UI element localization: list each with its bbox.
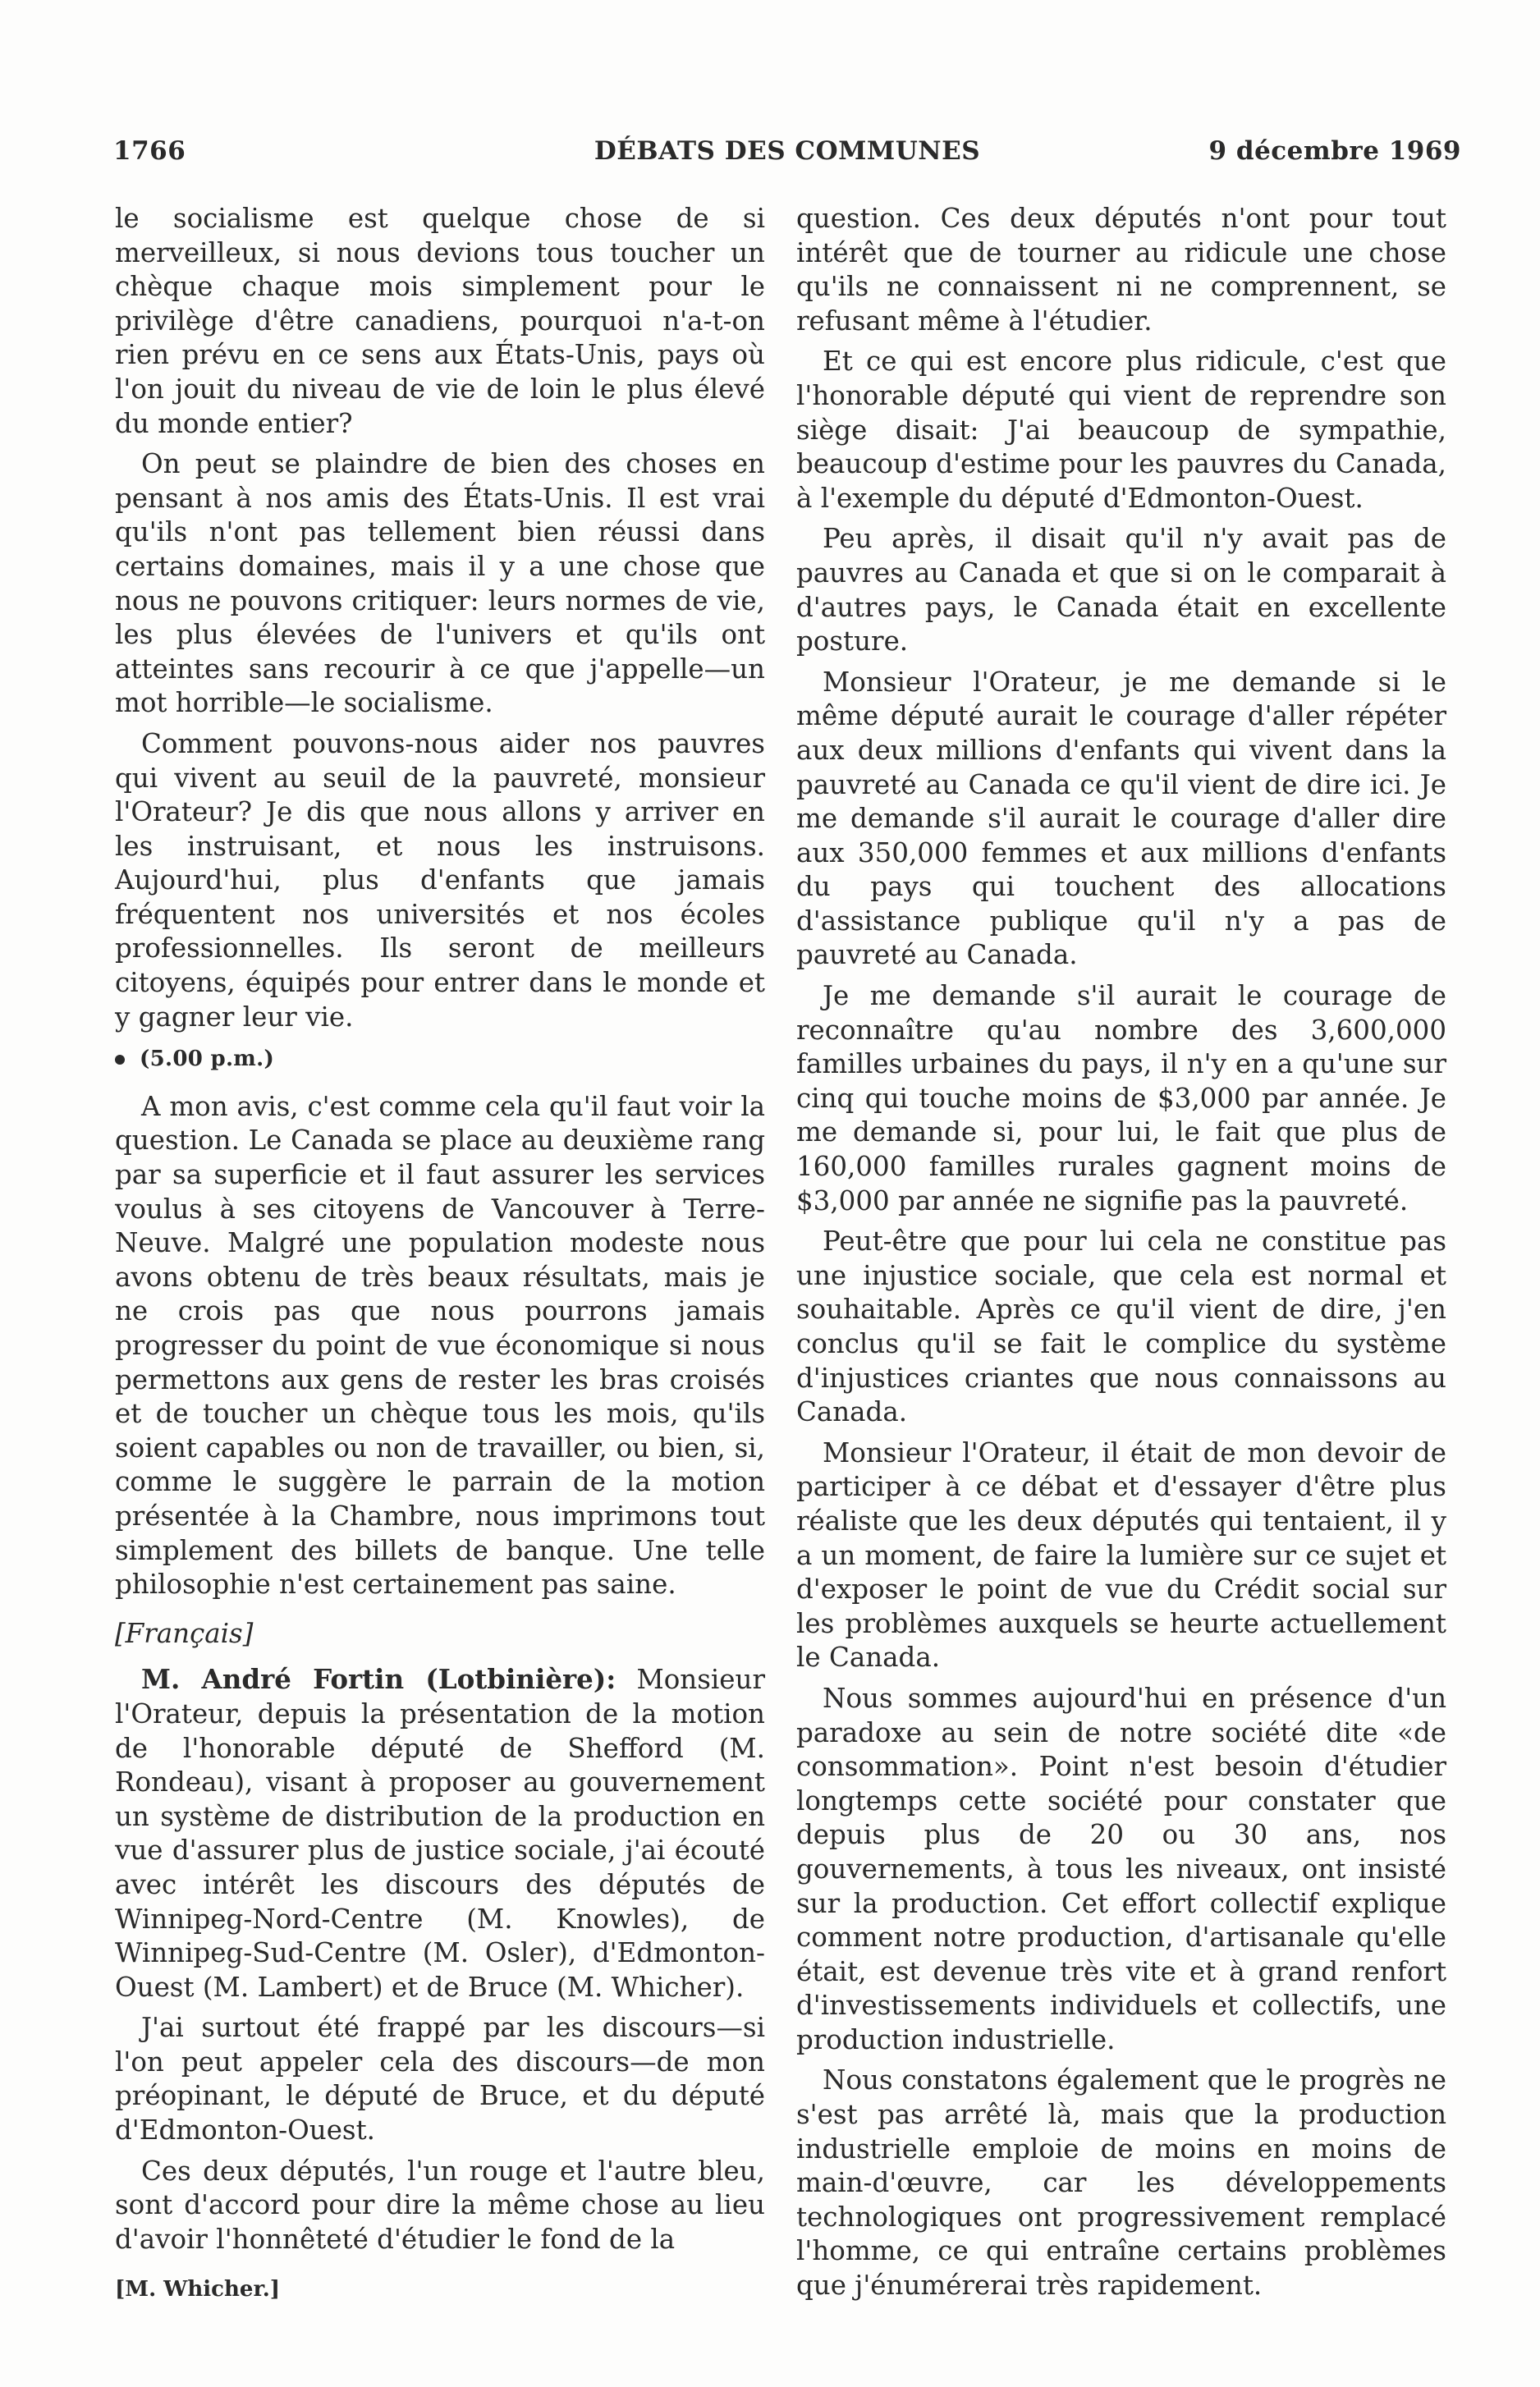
paragraph: Peut-être que pour lui cela ne constitue pas une injustice sociale, que cela est normal et souhaitable. Après ce qu'il vient de dire, j'en conclus qu'il se fait le complice du système d'injustices criantes que nous connaissons au Canada. xyxy=(796,1226,1446,1428)
paragraph: Comment pouvons-nous aider nos pauvres qui vivent au seuil de la pauvreté, monsieur l'Orateur? Je dis que nous allons y arriver en les instruisant, et nous les instruisons. Aujourd'hui, plus d'enfants que jamais fréquentent nos universités et nos écoles professionnelles. Ils seront de meilleurs citoyens, équipés pour entrer dans le monde et y gagner leur vie. xyxy=(115,727,765,1033)
paragraph: le socialisme est quelque chose de si merveilleux, si nous devions tous toucher un chèque chaque mois simplement pour le privilège d'être canadiens, pourquoi n'a-t-on rien prévu en ce sens aux États-Unis, pays où l'on jouit du niveau de vie de loin le plus élevé du monde entier? xyxy=(115,203,765,439)
page-number: 1766 xyxy=(113,136,186,166)
paragraph: Je me demande s'il aurait le courage de reconnaître qu'au nombre des 3,600,000 familles urbaines du pays, il n'y en a qu'une sur cinq qui touche moins de $3,000 par année. Je me demande si, pour lui, le fait que plus de 160,000 familles rurales gagnent moins de $3,000 par année ne signifie pas la pauvreté. xyxy=(796,980,1446,1216)
page-header xyxy=(113,136,1461,174)
publication-title: DÉBATS DES COMMUNES xyxy=(594,136,981,166)
time-marker-text: (5.00 p.m.) xyxy=(140,1047,275,1072)
paragraph: Nous sommes aujourd'hui en présence d'un paradoxe au sein de notre société dite «de consommation». Point n'est besoin d'étudier longtemps cette société pour constater que depuis plus de 20 ou 30 ans, nos gouvernements, à tous les niveaux, ont insisté sur la production. Cet effort collectif explique comment notre production, d'artisanale qu'elle était, est devenue très vite et à grand renfort d'investissements individuels et collectifs, une production industrielle. xyxy=(796,1682,1446,2055)
paragraph: On peut se plaindre de bien des choses en pensant à nos amis des États-Unis. Il est vrai qu'ils n'ont pas tellement bien réussi dans certains domaines, mais il y a une chose que nous ne pouvons critiquer: leurs normes de vie, les plus élevées de l'univers et qu'ils ont atteintes sans recourir à ce que j'appelle—un mot horrible—le socialisme. xyxy=(115,448,765,719)
paragraph: Peu après, il disait qu'il n'y avait pas de pauvres au Canada et que si on le comparait à d'autres pays, le Canada était en excellente posture. xyxy=(796,523,1446,657)
speaker-paragraph xyxy=(115,1662,765,2004)
paragraph: Monsieur l'Orateur, je me demande si le même député aurait le courage d'aller répéter aux deux millions d'enfants qui vivent dans la pauvreté au Canada ce qu'il vient de dire ici. Je me demande s'il aurait le courage d'aller dire aux 350,000 femmes et aux millions d'enfants du pays qui touchent des allocations d'assistance publique qu'il n'y a pas de pauvreté au Canada. xyxy=(796,666,1446,971)
page-date: 9 décembre 1969 xyxy=(1208,136,1461,166)
column-footer-note: [M. Whicher.] xyxy=(115,2277,281,2302)
left-column xyxy=(115,202,765,2307)
language-tag: [Français] xyxy=(115,1617,254,1649)
bullet-icon xyxy=(115,1055,125,1065)
time-marker xyxy=(115,1042,765,1077)
paragraph: Et ce qui est encore plus ridicule, c'est que l'honorable député qui vient de reprendre son siège disait: J'ai beaucoup de sympathie, beaucoup d'estime pour les pauvres du Canada, à l'exemple du député d'Edmonton-Ouest. xyxy=(796,346,1446,514)
right-column xyxy=(796,202,1446,2310)
paragraph: Nous constatons également que le progrès ne s'est pas arrêté là, mais que la production industrielle emploie de moins en moins de main-d'œuvre, car les développements technologiques ont progressivement remplacé l'homme, ce qui entraîne certains problèmes que j'énumérerai très rapidement. xyxy=(796,2064,1446,2302)
paragraph: A mon avis, c'est comme cela qu'il faut voir la question. Le Canada se place au deuxième rang par sa superficie et il faut assurer les services voulus à ses citoyens de Vancouver à Terre-Neuve. Malgré une population modeste nous avons obtenu de très beaux résultats, mais je ne crois pas que nous pourrons jamais progresser du point de vue économique si nous permettons aux gens de rester les bras croisés et de toucher un chèque tous les mois, qu'ils soient capables ou non de travailler, ou bien, si, comme le suggère le parrain de la motion présentée à la Chambre, nous imprimons tout simplement des billets de banque. Une telle philosophie n'est certainement pas saine. xyxy=(115,1090,765,1601)
speech-text: Monsieur l'Orateur, depuis la présentation de la motion de l'honorable député de Shefford (M. Rondeau), visant à proposer au gouvernement un système de distribution de la production en vue d'assurer plus de justice sociale, j'ai écouté avec intérêt les discours des députés de Winnipeg-Nord-Centre (M. Knowles), de Winnipeg-Sud-Centre (M. Osler), d'Edmonton-Ouest (M. Lambert) et de Bruce (M. Whicher). xyxy=(115,1664,765,2003)
paragraph: question. Ces deux députés n'ont pour tout intérêt que de tourner au ridicule une chose qu'ils ne connaissent ni ne comprennent, se refusant même à l'étudier. xyxy=(796,203,1446,337)
paragraph: J'ai surtout été frappé par les discours—si l'on peut appeler cela des discours—de mon préopinant, le député de Bruce, et du député d'Edmonton-Ouest. xyxy=(115,2012,765,2146)
paragraph: Ces deux députés, l'un rouge et l'autre bleu, sont d'accord pour dire la même chose au lieu d'avoir l'honnêteté d'étudier le fond de la xyxy=(115,2155,765,2255)
speaker-name: M. André Fortin (Lotbinière): xyxy=(141,1663,616,1696)
paragraph: Monsieur l'Orateur, il était de mon devoir de participer à ce débat et d'essayer d'être plus réaliste que les deux députés qui tentaient, il y a un moment, de faire la lumière sur ce sujet et d'exposer le point de vue du Crédit social sur les problèmes auxquels se heurte actuellement le Canada. xyxy=(796,1436,1446,1674)
